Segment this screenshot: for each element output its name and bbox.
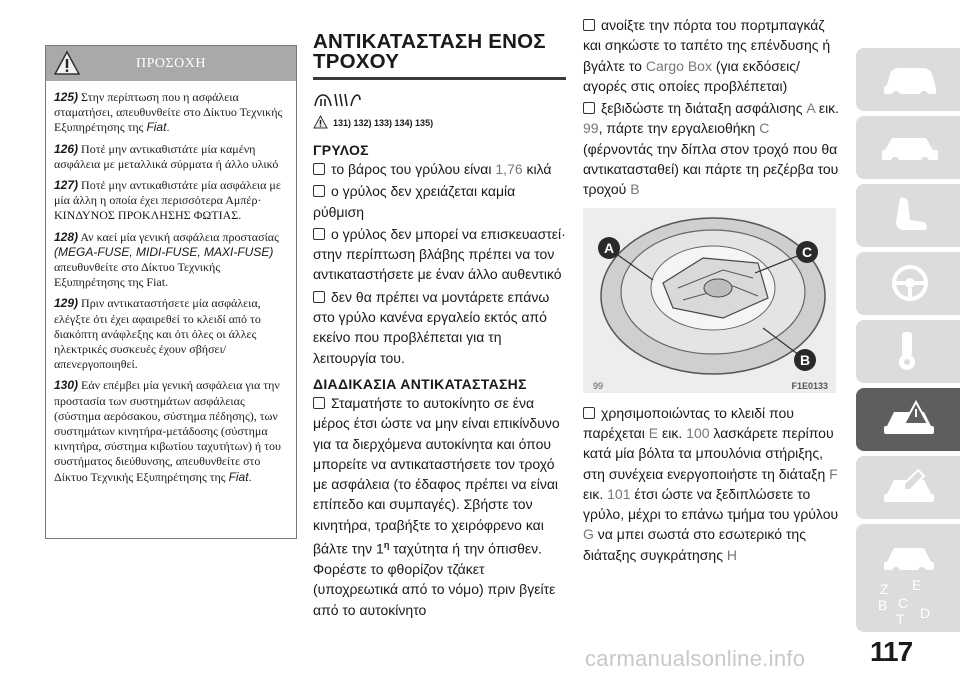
tab-car-info[interactable] [856, 116, 960, 179]
list-item: ο γρύλος δεν μπορεί να επισκευαστεί· στην περίπτωση βλάβης πρέπει να τον αντικαταστήσετε με έναν άλλο αυθεντικό [313, 225, 566, 283]
list-item: ξεβιδώστε τη διάταξη ασφάλισης A εικ. 99, πάρτε την εργαλειοθήκη C (φέρνοντάς την δίπλα στον τροχό που θα αντικατασταθεί) και πάρτε τη ρεζέρβα του τροχού B [583, 100, 840, 198]
chapter-sidebar [852, 0, 960, 678]
list-item: ο γρύλος δεν χρειάζεται καμία ρύθμιση [313, 183, 516, 220]
list-item: δεν θα πρέπει να μοντάρετε επάνω στο γρύλο κανένα εργαλείο εκτός από εκείνο που προβλέπεται για τη λειτουργία του. [313, 288, 550, 366]
page-number: 117 [870, 636, 913, 667]
list-item: ανοίξτε την πόρτα του πορτμπαγκάζ και σηκώστε το ταπέτο της επένδυσης ή βγάλτε το Cargo Box (για εκδόσεις/αγορές στις οποίες προβλέπεται) [583, 17, 831, 94]
middle-column [313, 32, 568, 620]
warning-triangle-icon [313, 115, 328, 129]
car-specs-icon [880, 534, 940, 576]
checkbox-bullet-icon [313, 291, 325, 303]
checkbox-bullet-icon [313, 228, 325, 240]
svg-text:B: B [799, 351, 811, 368]
tab-seat[interactable] [856, 184, 960, 247]
title-rule [313, 77, 566, 80]
car-info-icon [880, 126, 940, 168]
page-title: ΑΝΤΙΚΑΤΑΣΤΑΣΗ ΕΝΟΣ ΤΡΟΧΟΥ [313, 30, 546, 73]
tab-dashboard[interactable] [856, 48, 960, 111]
warning-item: 129) Πριν αντικαταστήσετε μία ασφάλεια, ελέγξτε ότι έχει αφαιρεθεί το κλειδί από το διακόπτη ανάφλεξης και ότι όλες οι άλλες ηλεκτρικές συσκευές έχουν σβήσει/απενεργοποιηθεί. [54, 296, 261, 372]
figure-caption [583, 380, 836, 393]
checkbox-bullet-icon [583, 407, 595, 419]
watermark: carmanualsonline.info [585, 646, 806, 671]
svg-text:C: C [898, 595, 909, 611]
key-start-icon [880, 330, 940, 372]
warning-item: 130) Εάν επέμβει μία γενική ασφάλεια για την προστασία των συστημάτων ασφάλειας (σύστημα αερόσακου, σύστημα πέδησης), των συστημάτων κινητήρα-μετάδοσης (σύστημα κινητήρα, σύστημα κιβωτίου ταχυτήτων) ή του συστήματος διεύθυνσης, απευθυνθείτε στο Δίκτυο Τεχνικής Εξυπηρέτησης της Fiat. [54, 378, 281, 484]
svg-text:C: C [801, 243, 813, 260]
warning-list [46, 81, 296, 485]
figure-spare-wheel [583, 208, 836, 393]
checkbox-bullet-icon [583, 19, 595, 31]
list-item: το βάρος του γρύλου είναι 1,76 κιλά [313, 159, 568, 179]
section-title-jack: ΓΡΥΛΟΣ [313, 142, 369, 158]
svg-text:Z: Z [880, 581, 889, 597]
warning-item: 126) Ποτέ μην αντικαθιστάτε μία καμένη ασφάλεια με μεταλλικά σύρματα ή άλλο υλικό [54, 141, 279, 171]
warning-box [45, 45, 297, 539]
svg-text:B: B [878, 597, 888, 613]
checkbox-bullet-icon [313, 397, 325, 409]
figure-number: 99 [593, 380, 604, 391]
figure-code: F1E0133 [791, 380, 828, 391]
svg-text:A: A [603, 239, 615, 256]
steering-safety-icon [880, 262, 940, 304]
brake-symbols-icon [313, 92, 361, 108]
tab-emergency[interactable] [856, 388, 960, 451]
section-symbols [313, 92, 568, 108]
index-letters-icon [876, 578, 940, 626]
warning-item: 127) Ποτέ μην αντικαθιστάτε μία ασφάλεια με μία άλλη η οποία έχει περισσότερα Αμπέρ· ΚΙΝΔΥΝΟΣ ΠΡΟΚΛΗΣΗΣ ΦΩΤΙΑΣ. [54, 178, 281, 223]
tab-steering-safety[interactable] [856, 252, 960, 315]
checkbox-bullet-icon [313, 163, 325, 175]
tab-index[interactable] [856, 572, 960, 632]
warning-header [46, 46, 296, 81]
tab-start-driving[interactable] [856, 320, 960, 383]
warning-references: 131) 132) 133) 134) 135) [313, 114, 568, 132]
warning-item: 125) Στην περίπτωση που η ασφάλεια σταματήσει, απευθυνθείτε στο Δίκτυο Τεχνικής Εξυπηρέτησης της Fiat. [54, 90, 283, 135]
svg-text:E: E [912, 578, 922, 593]
car-dashboard-icon [880, 58, 940, 100]
svg-text:D: D [920, 605, 931, 621]
car-emergency-icon [880, 398, 940, 440]
checkbox-bullet-icon [313, 185, 325, 197]
warning-title: ΠΡΟΣΟΧΗ [136, 56, 206, 71]
tab-service[interactable] [856, 456, 960, 519]
car-seat-icon [880, 194, 940, 236]
section-title-procedure: ΔΙΑΔΙΚΑΣΙΑ ΑΝΤΙΚΑΤΑΣΤΑΣΗΣ [313, 375, 527, 392]
checkbox-bullet-icon [583, 102, 595, 114]
car-service-icon [880, 466, 940, 508]
warning-item: 128) Αν καεί μία γενική ασφάλεια προστασίας (MEGA-FUSE, MIDI-FUSE, MAXI-FUSE) απευθυνθείτε στο Δίκτυο Τεχνικής Εξυπηρέτησης της Fiat. [54, 229, 279, 290]
list-item: Σταματήστε το αυτοκίνητο σε ένα μέρος έτσι ώστε να μην είναι επικίνδυνο για τα διερχόμενα αυτοκίνητα και όπου μπορείτε να αντικαταστήσετε τον τροχό με ασφάλεια (το έδαφος πρέπει να είναι επίπεδο και συμπαγές). Σβήστε τον κινητήρα, τραβήξτε το χειρόφρενο και βάλτε την $1^\eta$ ταχύτητα ή την όπισθεν. Φορέστε το φθορίζον τζάκετ (υποχρεωτικά από το νόμο) πριν βγείτε από το αυτοκίνητο [313, 394, 560, 618]
spare-wheel-illustration [583, 208, 836, 380]
list-item: χρησιμοποιώντας το κλειδί που παρέχεται E εικ. 100 λασκάρετε περίπου κατά μία βόλτα τα μπουλόνια στήριξης, στη συνέχεια ενεργοποιήστε τη διάταξη F εικ. 101 έτσι ώστε να ξεδιπλώσετε το γρύλο, μέχρι το επάνω τμήμα του γρύλου G να μπει σωστά στο εσωτερικό της διάταξης συγκράτησης H [583, 404, 839, 563]
right-column [583, 14, 843, 565]
svg-text:T: T [896, 611, 905, 626]
